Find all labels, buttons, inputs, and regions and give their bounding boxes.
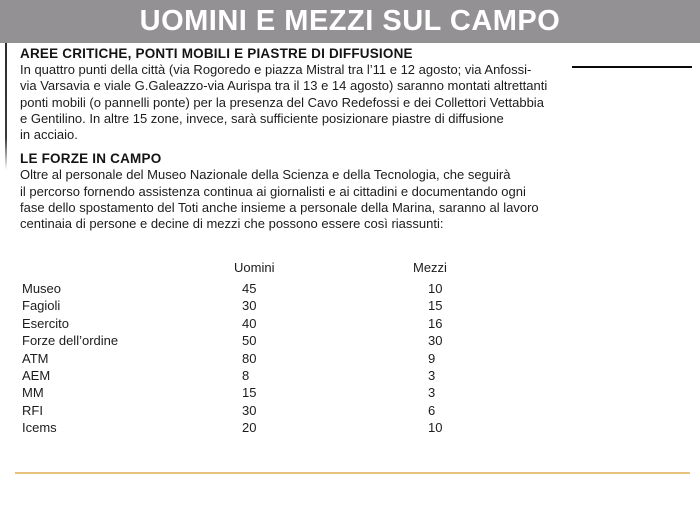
paragraph-aree-critiche [20,62,576,143]
mezzi-value: 9 [428,350,436,366]
paragraph-line: ponti mobili (o pannelli ponte) per la presenza del Cavo Redefossi e dei Collettori Vettabbia [20,94,544,110]
section-heading-le-forze: LE FORZE IN CAMPO [20,151,162,167]
table-row [22,402,562,419]
uomini-value: 15 [242,385,257,401]
paragraph-line: via Varsavia e viale G.Galeazzo-via Aurispa tra il 13 e 14 agosto) saranno montati altrettanti [20,78,548,94]
table-header-row [22,256,562,280]
table-row [22,280,562,297]
uomini-value: 20 [242,420,257,436]
document-body [20,45,576,233]
column-header-mezzi: Mezzi [413,260,447,275]
forces-table [22,256,562,437]
bottom-accent-line [15,472,690,474]
paragraph-line: il percorso fornendo assistenza continua ai giornalisti e ai cittadini e documentando ogni [20,183,526,199]
table-row [22,419,562,436]
row-label: Forze dell’ordine [22,333,119,349]
paragraph-line: Oltre al personale del Museo Nazionale della Scienza e della Tecnologia, che seguirà [20,167,511,183]
uomini-value: 80 [242,350,257,366]
slide-title-bar [0,0,700,43]
table-row [22,315,562,332]
mezzi-value: 30 [428,333,443,349]
uomini-value: 30 [242,402,257,418]
mezzi-value: 10 [428,281,443,296]
uomini-value: 50 [242,333,257,349]
row-label: ATM [22,350,49,366]
row-label: AEM [22,367,51,383]
row-label: Fagioli [22,298,61,314]
paragraph-line: in acciaio. [20,127,78,143]
uomini-value: 40 [242,315,257,331]
uomini-value: 8 [242,367,250,383]
uomini-value: 30 [242,298,257,314]
top-right-rule [572,66,692,68]
left-border-rule [5,43,7,170]
table-row [22,297,562,314]
paragraph-line: fase dello spostamento del Toti anche insieme a personale della Marina, saranno al lavoro [20,200,539,216]
table-row [22,367,562,384]
row-label: Esercito [22,315,69,331]
mezzi-value: 16 [428,315,443,331]
mezzi-value: 10 [428,420,443,436]
table-row [22,350,562,367]
row-label: Museo [22,281,62,296]
paragraph-line: In quattro punti della città (via Rogoredo e piazza Mistral tra l’11 e 12 agosto; via Anfossi- [20,62,532,77]
paragraph-line: e Gentilino. In altre 15 zone, invece, sarà sufficiente posizionare piastre di diffusione [20,110,504,126]
column-header-uomini: Uomini [234,260,275,275]
mezzi-value: 15 [428,298,443,314]
paragraph-le-forze [20,167,576,232]
page-title: UOMINI E MEZZI SUL CAMPO [139,5,561,37]
row-label: RFI [22,402,43,418]
table-row [22,384,562,401]
paragraph-line: centinaia di persone e decine di mezzi che possono essere così riassunti: [20,216,444,232]
row-label: Icems [22,420,57,436]
section-heading-aree-critiche: AREE CRITICHE, PONTI MOBILI E PIASTRE DI DIFFUSIONE [20,46,413,61]
mezzi-value: 6 [428,402,436,418]
mezzi-value: 3 [428,385,436,401]
row-label: MM [22,385,44,401]
table-row [22,332,562,349]
uomini-value: 45 [242,281,257,296]
mezzi-value: 3 [428,367,436,383]
